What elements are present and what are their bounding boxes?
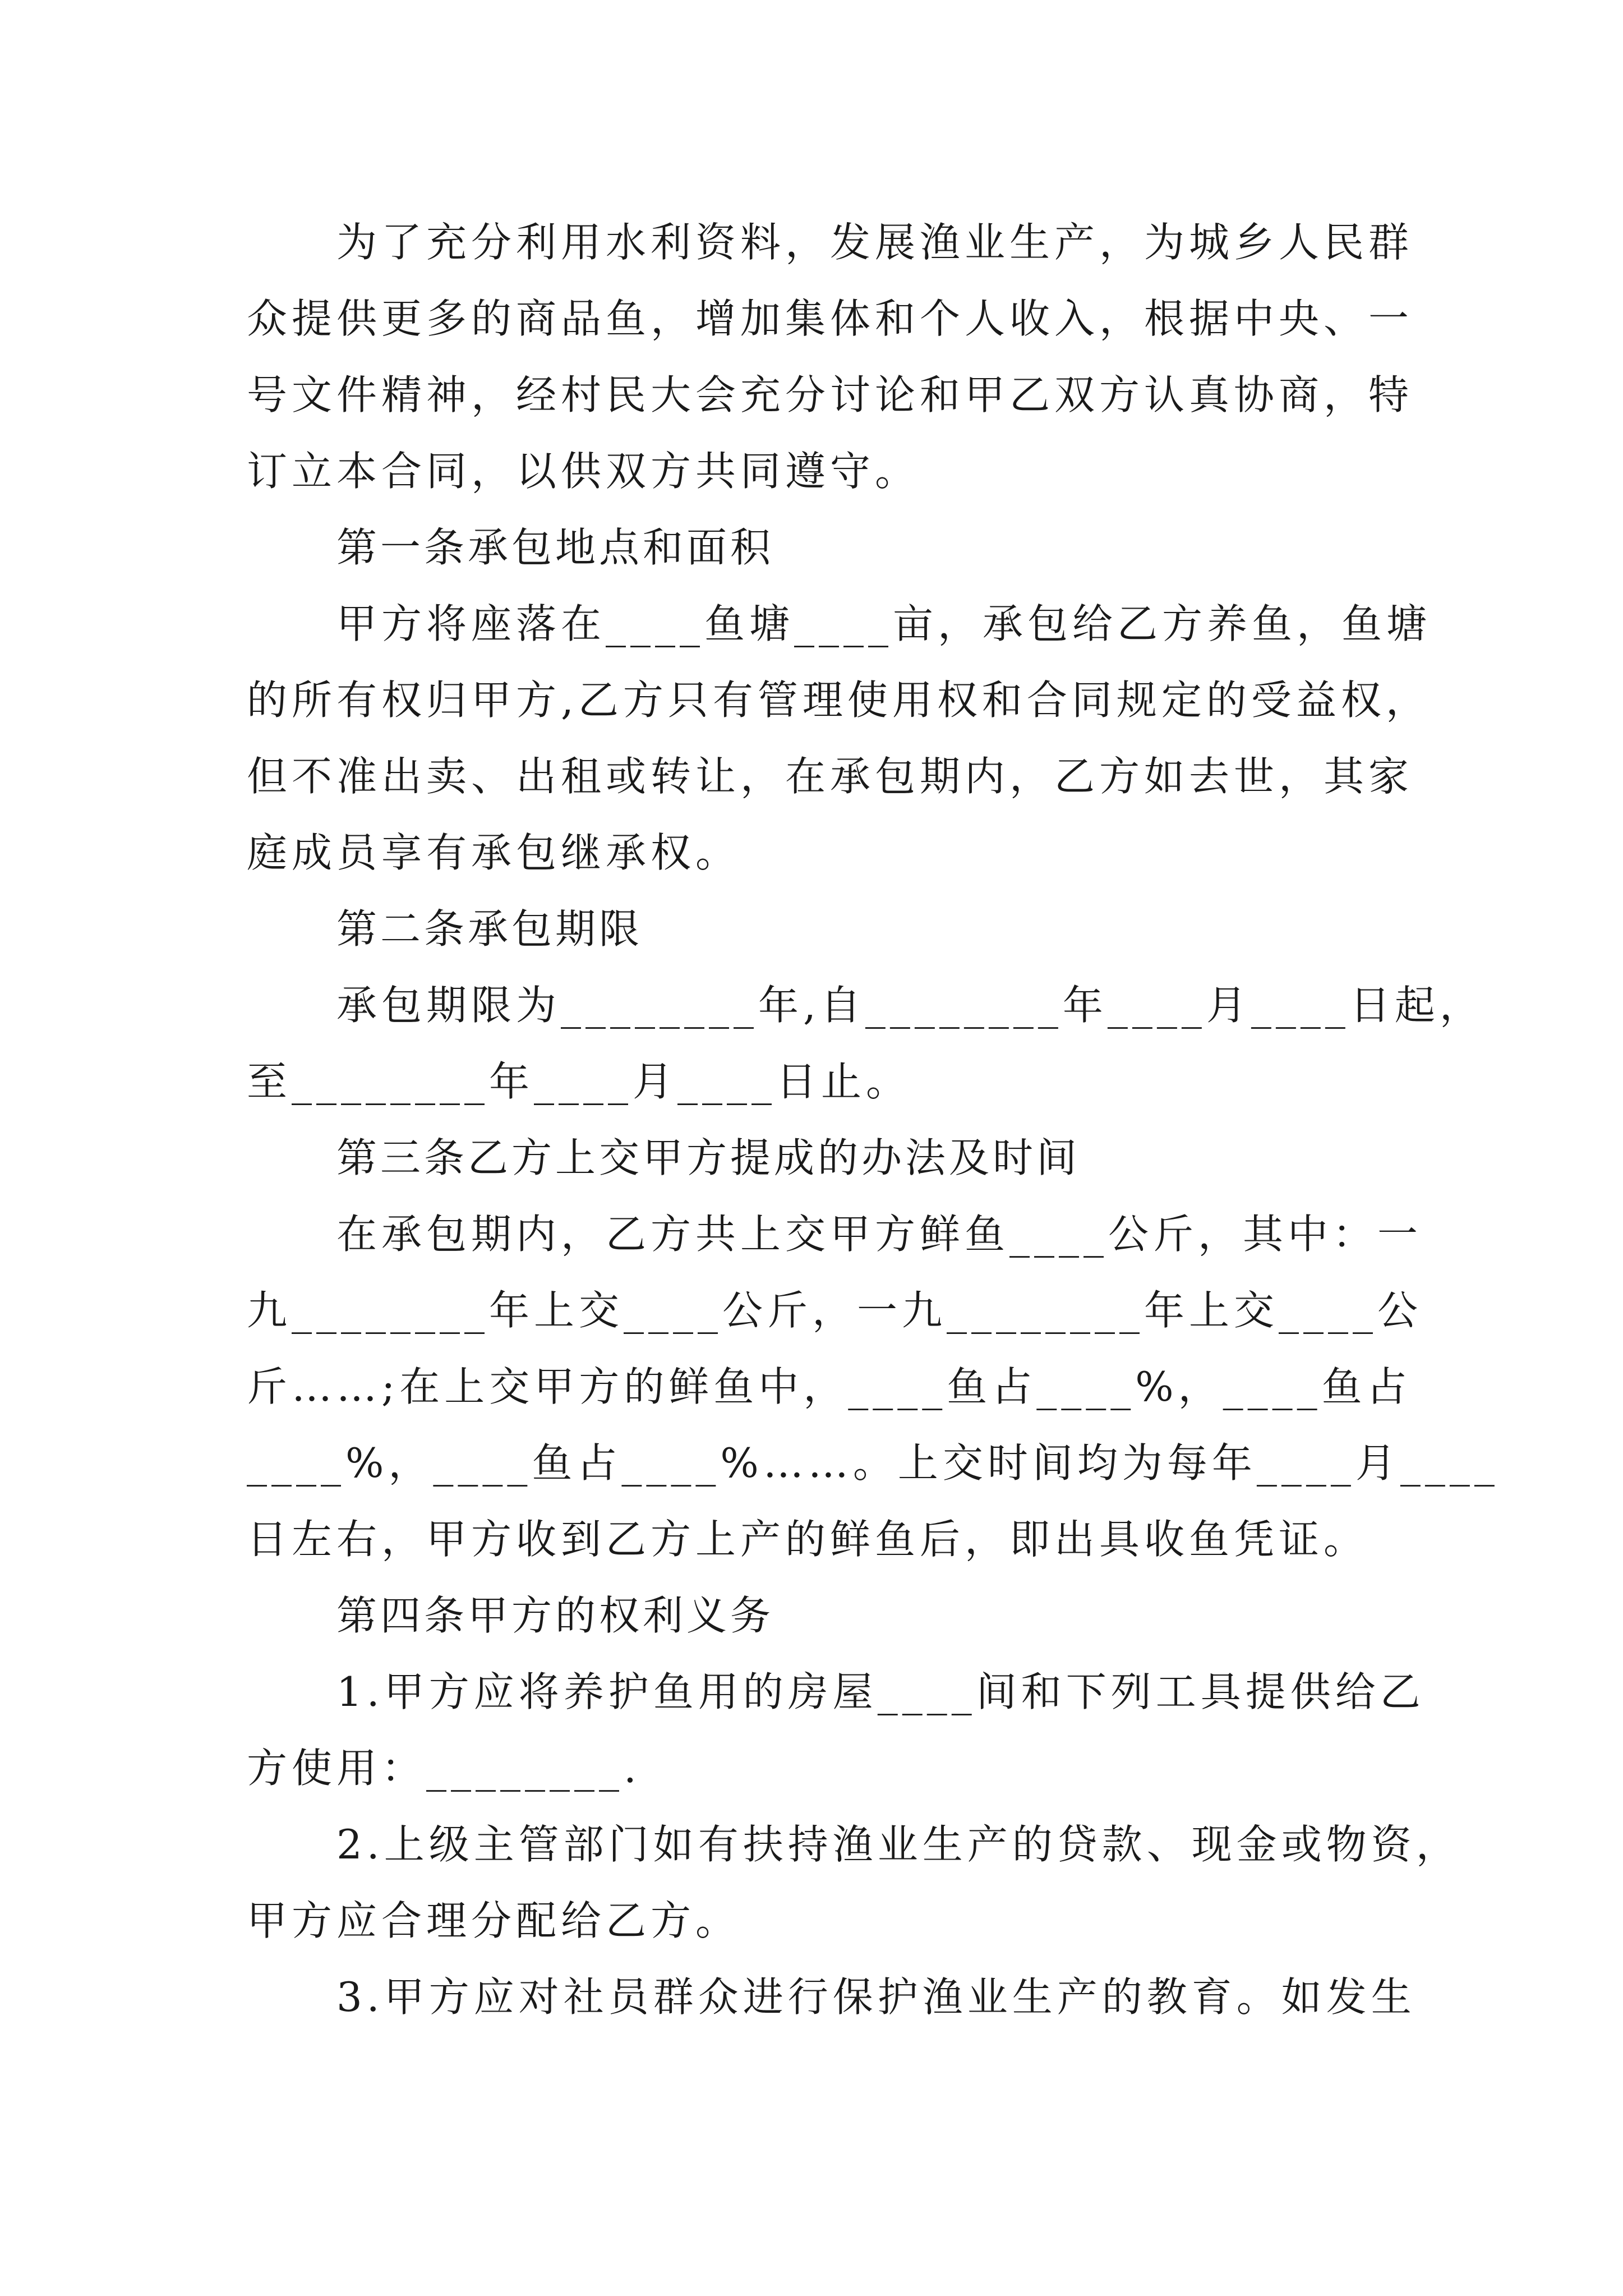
article-2-line-1: 承包期限为________年,自________年____月____日起， bbox=[336, 982, 1484, 1029]
article-4-heading: 第四条甲方的权利义务 bbox=[336, 1592, 774, 1639]
article-4-item-2-line-2: 甲方应合理分配给乙方。 bbox=[247, 1897, 741, 1944]
paragraph-intro-line-2: 众提供更多的商品鱼，增加集体和个人收入，根据中央、一 bbox=[247, 295, 1414, 342]
article-2-heading: 第二条承包期限 bbox=[336, 905, 643, 953]
article-1-line-2: 的所有权归甲方,乙方只有管理使用权和合同规定的受益权， bbox=[247, 677, 1431, 724]
article-2-line-2: 至________年____月____日止。 bbox=[247, 1058, 911, 1105]
article-4-item-1-line-1: 1.甲方应将养护鱼用的房屋____间和下列工具提供给乙 bbox=[336, 1668, 1425, 1715]
article-1-heading: 第一条承包地点和面积 bbox=[336, 524, 774, 571]
article-4-item-2-line-1: 2.上级主管部门如有扶持渔业生产的贷款、现金或物资， bbox=[336, 1821, 1461, 1868]
article-1-line-3: 但不准出卖、出租或转让，在承包期内，乙方如去世，其家 bbox=[247, 753, 1414, 800]
paragraph-intro-line-4: 订立本合同，以供双方共同遵守。 bbox=[247, 448, 920, 495]
article-4-item-3-line-1: 3.甲方应对社员群众进行保护渔业生产的教育。如发生 bbox=[336, 1973, 1416, 2021]
article-3-heading: 第三条乙方上交甲方提成的办法及时间 bbox=[336, 1134, 1081, 1181]
article-1-line-1: 甲方将座落在____鱼塘____亩，承包给乙方养鱼，鱼塘 bbox=[336, 600, 1432, 647]
article-3-line-4: ____%，____鱼占____%……。上交时间均为每年____月____ bbox=[247, 1439, 1499, 1487]
article-3-line-1: 在承包期内，乙方共上交甲方鲜鱼____公斤，其中：一 bbox=[336, 1211, 1423, 1258]
article-3-line-2: 九________年上交____公斤，一九________年上交____公 bbox=[247, 1287, 1423, 1334]
paragraph-intro-line-3: 号文件精神，经村民大会充分讨论和甲乙双方认真协商，特 bbox=[247, 371, 1414, 418]
article-4-item-1-line-2: 方使用：________. bbox=[247, 1745, 641, 1792]
article-3-line-5: 日左右，甲方收到乙方上产的鲜鱼后，即出具收鱼凭证。 bbox=[247, 1516, 1369, 1563]
article-1-line-4: 庭成员享有承包继承权。 bbox=[247, 829, 741, 876]
article-3-line-3: 斤……;在上交甲方的鲜鱼中，____鱼占____%，____鱼占 bbox=[247, 1363, 1412, 1410]
paragraph-intro-line-1: 为了充分利用水利资料，发展渔业生产，为城乡人民群 bbox=[336, 219, 1414, 266]
